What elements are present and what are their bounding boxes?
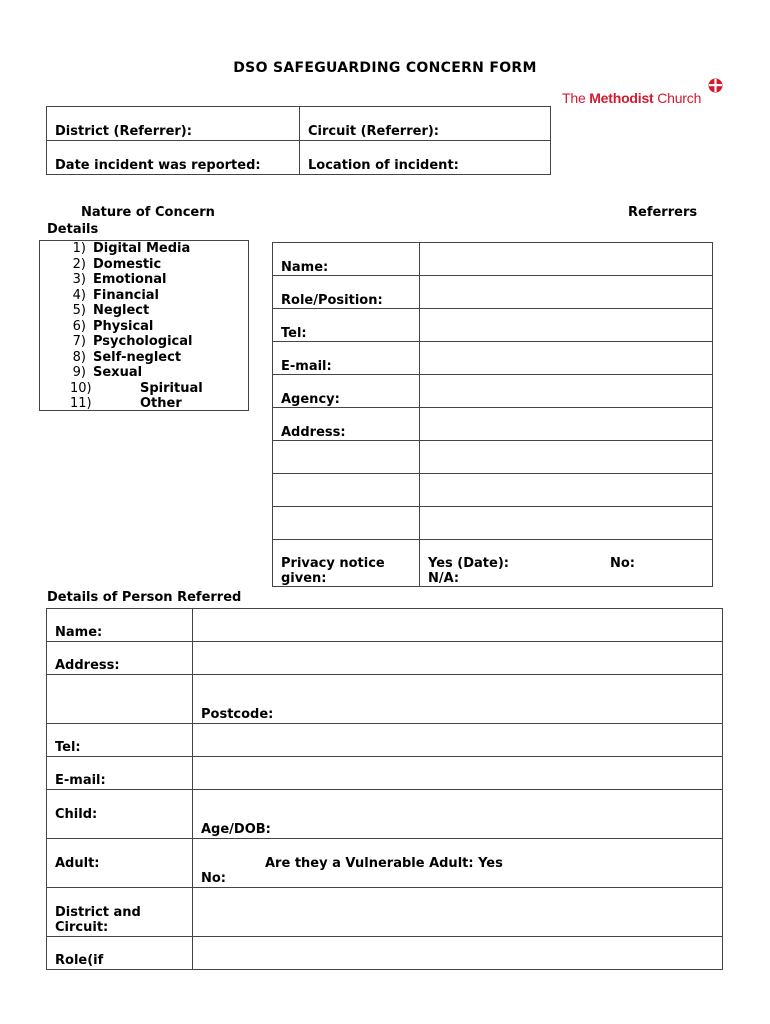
person-name-label: Name: [47, 609, 193, 642]
privacy-notice-label: Privacy notice given: [273, 540, 420, 587]
person-role-label: Role(if [47, 937, 193, 970]
privacy-na-label: N/A: [428, 571, 460, 586]
person-tel-input[interactable] [193, 724, 723, 757]
district-circuit-table [46, 106, 551, 175]
person-address-extra-label [47, 675, 193, 724]
person-email-label: E-mail: [47, 757, 193, 790]
privacy-yes-label: Yes (Date): [428, 556, 509, 571]
age-dob-label: Age/DOB: [201, 822, 271, 837]
referrer-tel-label: Tel: [273, 309, 420, 342]
referrer-tel-input[interactable] [420, 309, 713, 342]
person-role-input[interactable] [193, 937, 723, 970]
referrer-agency-input[interactable] [420, 375, 713, 408]
location-incident-field[interactable]: Location of incident: [300, 141, 551, 175]
referrer-address-line-3[interactable] [420, 474, 713, 507]
circuit-referrer-field[interactable]: Circuit (Referrer): [300, 107, 551, 141]
referrer-address-extra-label [273, 474, 420, 507]
referrer-address-line-4[interactable] [420, 507, 713, 540]
person-email-input[interactable] [193, 757, 723, 790]
logo-text [562, 90, 701, 106]
privacy-notice-options[interactable] [420, 540, 713, 587]
person-postcode-input[interactable] [193, 675, 723, 724]
logo-text-suffix: Church [653, 90, 702, 106]
concern-item-number: 8) [72, 349, 86, 365]
form-title: DSO SAFEGUARDING CONCERN FORM [233, 60, 537, 76]
concern-item-number: 6) [72, 318, 86, 334]
referrer-email-input[interactable] [420, 342, 713, 375]
vulnerable-adult-question: Are they a Vulnerable Adult: Yes [265, 856, 503, 871]
concern-item-number: 3) [72, 272, 86, 287]
concern-item-number: 10) [70, 380, 92, 396]
referrer-address-line-2[interactable] [420, 441, 713, 474]
referrer-name-label: Name: [273, 243, 420, 276]
referrers-heading: Referrers [628, 205, 698, 220]
person-address-label: Address: [47, 642, 193, 675]
concern-list-box [39, 240, 249, 411]
referrer-role-label: Role/Position: [273, 276, 420, 309]
referrer-address-extra-label [273, 507, 420, 540]
referrer-agency-label: Agency: [273, 375, 420, 408]
concern-item-label: Emotional [93, 272, 167, 287]
concern-item-number: 7) [72, 334, 86, 349]
concern-item-label: Domestic [93, 256, 162, 272]
person-name-input[interactable] [193, 609, 723, 642]
concern-item-number: 9) [72, 365, 86, 380]
logo-text-prefix: The [562, 90, 590, 106]
referrer-table [272, 242, 713, 587]
district-referrer-field[interactable]: District (Referrer): [47, 107, 300, 141]
vulnerable-no-label: No: [201, 871, 227, 886]
person-age-input[interactable] [193, 790, 723, 839]
vulnerable-adult-field[interactable] [193, 839, 723, 888]
referrer-name-input[interactable] [420, 243, 713, 276]
concern-item-label: Spiritual [140, 380, 203, 396]
referrer-address-label: Address: [273, 408, 420, 441]
referrer-address-extra-label [273, 441, 420, 474]
details-heading: Details [47, 222, 99, 237]
methodist-church-logo [562, 78, 722, 108]
referrer-address-input[interactable] [420, 408, 713, 441]
concern-item-number: 2) [72, 256, 86, 272]
person-district-circuit-label: District and Circuit: [47, 888, 193, 937]
referrer-email-label: E-mail: [273, 342, 420, 375]
concern-item-label: Self-neglect [93, 349, 182, 365]
concern-item-label: Sexual [93, 365, 143, 380]
concern-item-label: Neglect [93, 303, 150, 318]
concern-item-label: Digital Media [93, 241, 191, 256]
referrer-role-input[interactable] [420, 276, 713, 309]
concern-item-number: 11) [70, 396, 92, 411]
concern-item-label: Other [140, 396, 182, 411]
person-address-input[interactable] [193, 642, 723, 675]
person-child-label: Child: [47, 790, 193, 839]
concern-item-label: Psychological [93, 334, 193, 349]
logo-text-bold: Methodist [589, 90, 654, 106]
cross-and-flame-icon [708, 78, 723, 93]
concern-item-label: Physical [93, 318, 154, 334]
concern-item-number: 5) [72, 303, 86, 318]
privacy-no-label: No: [610, 556, 636, 571]
date-reported-field[interactable]: Date incident was reported: [47, 141, 300, 175]
concern-item-label: Financial [93, 287, 160, 303]
person-adult-label: Adult: [47, 839, 193, 888]
nature-of-concern-heading: Nature of Concern [81, 205, 215, 220]
person-referred-heading: Details of Person Referred [47, 590, 242, 605]
concern-item-number: 4) [72, 287, 86, 303]
postcode-label: Postcode: [201, 707, 274, 722]
person-referred-table [46, 608, 723, 970]
concern-item-number: 1) [72, 241, 86, 256]
person-tel-label: Tel: [47, 724, 193, 757]
person-district-circuit-input[interactable] [193, 888, 723, 937]
